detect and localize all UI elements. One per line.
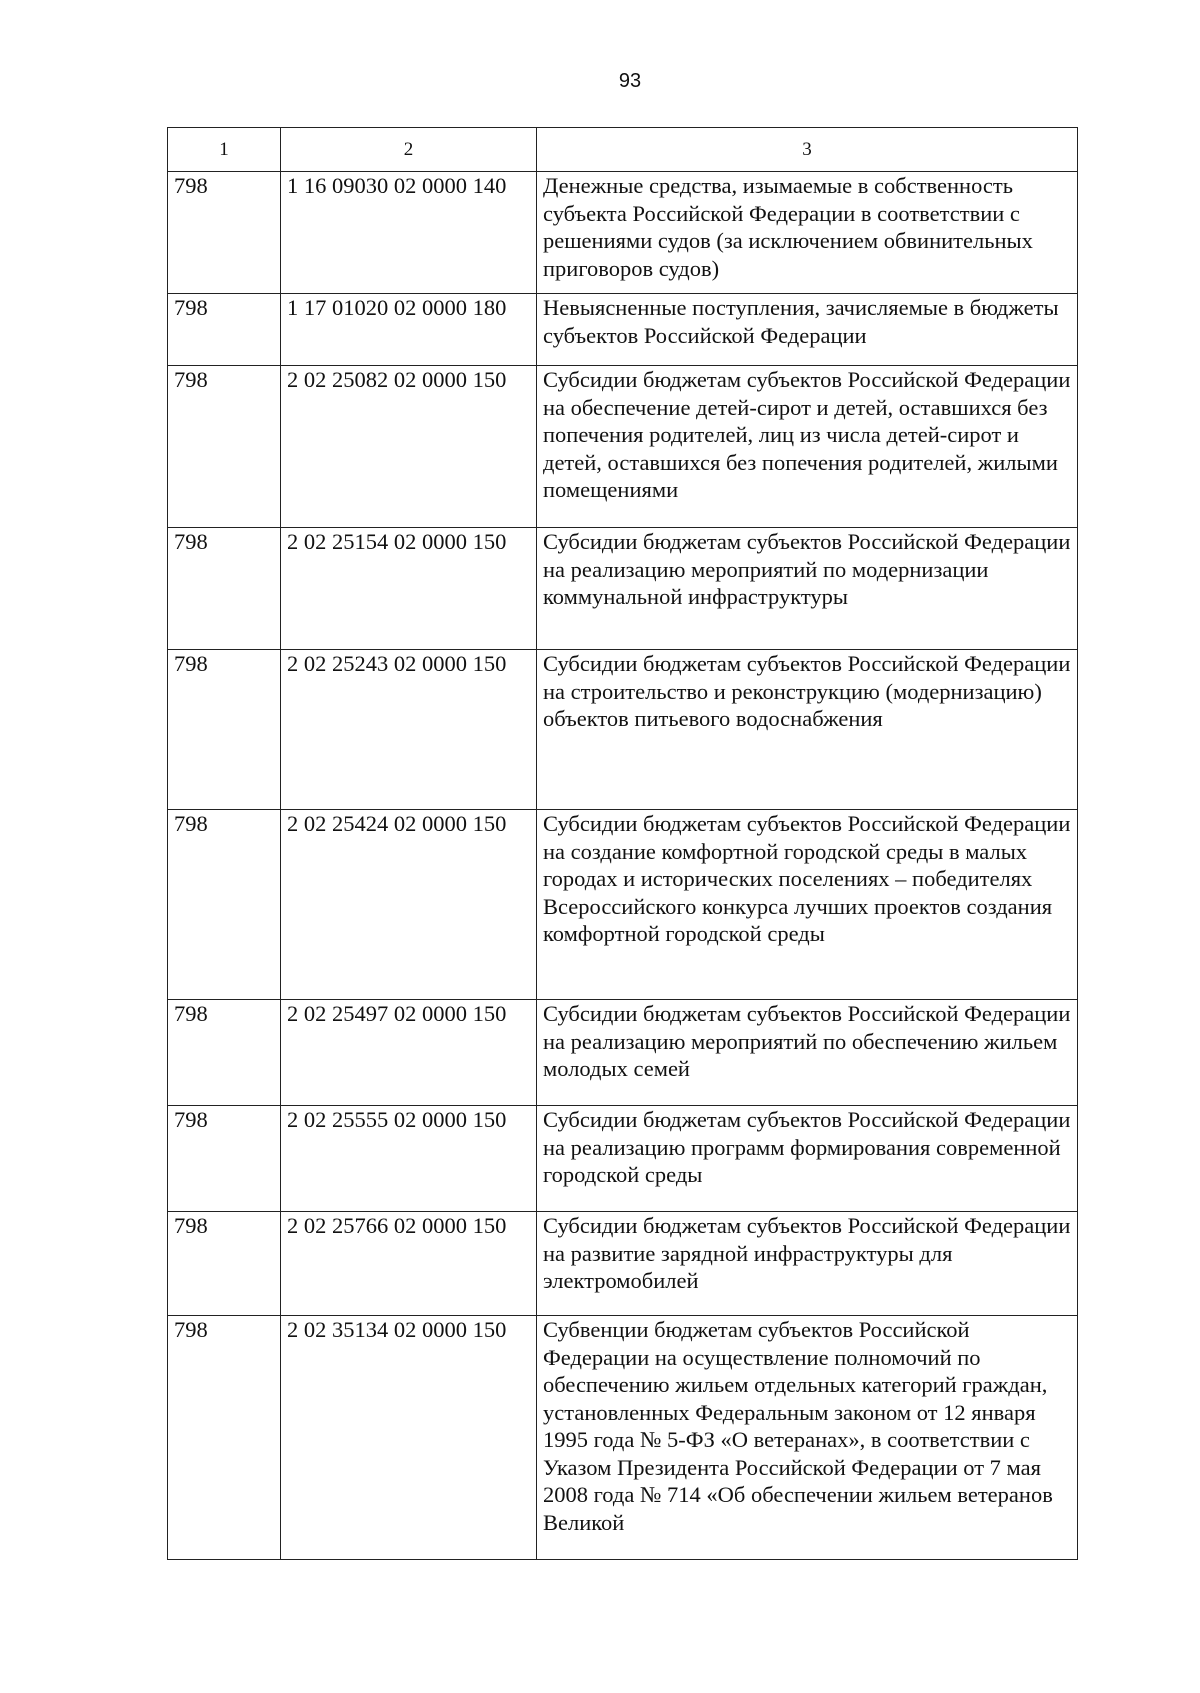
column-header-description: 3 bbox=[537, 128, 1078, 172]
admin-code-cell: 798 bbox=[168, 810, 281, 1000]
table-row bbox=[168, 1000, 1078, 1106]
budget-classification-code-cell: 1 17 01020 02 0000 180 bbox=[281, 294, 537, 366]
revenue-description-cell: Субсидии бюджетам субъектов Российской Федерации на реализацию мероприятий по модернизации коммунальной инфраструктуры bbox=[537, 528, 1078, 650]
revenue-description-cell: Субсидии бюджетам субъектов Российской Федерации на обеспечение детей-сирот и детей, оставшихся без попечения родителей, лиц из числа детей-сирот и детей, оставшихся без попечения родителей, жилыми помещениями bbox=[537, 366, 1078, 528]
column-header-admin: 1 bbox=[168, 128, 281, 172]
revenue-description-cell: Субсидии бюджетам субъектов Российской Федерации на создание комфортной городской среды в малых городах и исторических поселениях – победителях Всероссийского конкурса лучших проектов создания комфортной городской среды bbox=[537, 810, 1078, 1000]
admin-code-cell: 798 bbox=[168, 1316, 281, 1560]
admin-code-cell: 798 bbox=[168, 1212, 281, 1316]
revenue-description-cell: Субвенции бюджетам субъектов Российской Федерации на осуществление полномочий по обеспечению жильем отдельных категорий граждан, установленных Федеральным законом от 12 января 1995 года № 5-ФЗ «О ветеранах», в соответствии с Указом Президента Российской Федерации от 7 мая 2008 года № 714 «Об обеспечении жильем ветеранов Великой bbox=[537, 1316, 1078, 1560]
revenue-description-cell: Невыясненные поступления, зачисляемые в бюджеты субъектов Российской Федерации bbox=[537, 294, 1078, 366]
admin-code-cell: 798 bbox=[168, 172, 281, 294]
budget-classification-code-cell: 2 02 25243 02 0000 150 bbox=[281, 650, 537, 810]
table-row bbox=[168, 294, 1078, 366]
revenue-description-cell: Субсидии бюджетам субъектов Российской Федерации на развитие зарядной инфраструктуры для электромобилей bbox=[537, 1212, 1078, 1316]
budget-classification-code-cell: 2 02 25082 02 0000 150 bbox=[281, 366, 537, 528]
admin-code-cell: 798 bbox=[168, 294, 281, 366]
column-header-code: 2 bbox=[281, 128, 537, 172]
revenue-description-cell: Субсидии бюджетам субъектов Российской Федерации на реализацию мероприятий по обеспечению жильем молодых семей bbox=[537, 1000, 1078, 1106]
table-row bbox=[168, 366, 1078, 528]
admin-code-cell: 798 bbox=[168, 528, 281, 650]
table-row bbox=[168, 1212, 1078, 1316]
budget-classification-code-cell: 2 02 25766 02 0000 150 bbox=[281, 1212, 537, 1316]
table-row bbox=[168, 810, 1078, 1000]
admin-code-cell: 798 bbox=[168, 650, 281, 810]
revenue-description-cell: Субсидии бюджетам субъектов Российской Федерации на реализацию программ формирования современной городской среды bbox=[537, 1106, 1078, 1212]
revenue-description-cell: Денежные средства, изымаемые в собственность субъекта Российской Федерации в соответствии с решениями судов (за исключением обвинительных приговоров судов) bbox=[537, 172, 1078, 294]
budget-classification-code-cell: 2 02 25555 02 0000 150 bbox=[281, 1106, 537, 1212]
budget-classification-code-cell: 2 02 35134 02 0000 150 bbox=[281, 1316, 537, 1560]
table-row bbox=[168, 528, 1078, 650]
budget-classification-code-cell: 2 02 25497 02 0000 150 bbox=[281, 1000, 537, 1106]
table-row bbox=[168, 650, 1078, 810]
revenue-description-cell: Субсидии бюджетам субъектов Российской Федерации на строительство и реконструкцию (модернизацию) объектов питьевого водоснабжения bbox=[537, 650, 1078, 810]
admin-code-cell: 798 bbox=[168, 1000, 281, 1106]
budget-classification-code-cell: 2 02 25424 02 0000 150 bbox=[281, 810, 537, 1000]
page-number: 93 bbox=[618, 70, 642, 92]
budget-revenue-table bbox=[167, 127, 1078, 1560]
budget-classification-code-cell: 1 16 09030 02 0000 140 bbox=[281, 172, 537, 294]
admin-code-cell: 798 bbox=[168, 366, 281, 528]
table-row bbox=[168, 1316, 1078, 1560]
admin-code-cell: 798 bbox=[168, 1106, 281, 1212]
table-row bbox=[168, 1106, 1078, 1212]
budget-classification-code-cell: 2 02 25154 02 0000 150 bbox=[281, 528, 537, 650]
table-header-row bbox=[168, 128, 1078, 172]
table-row bbox=[168, 172, 1078, 294]
